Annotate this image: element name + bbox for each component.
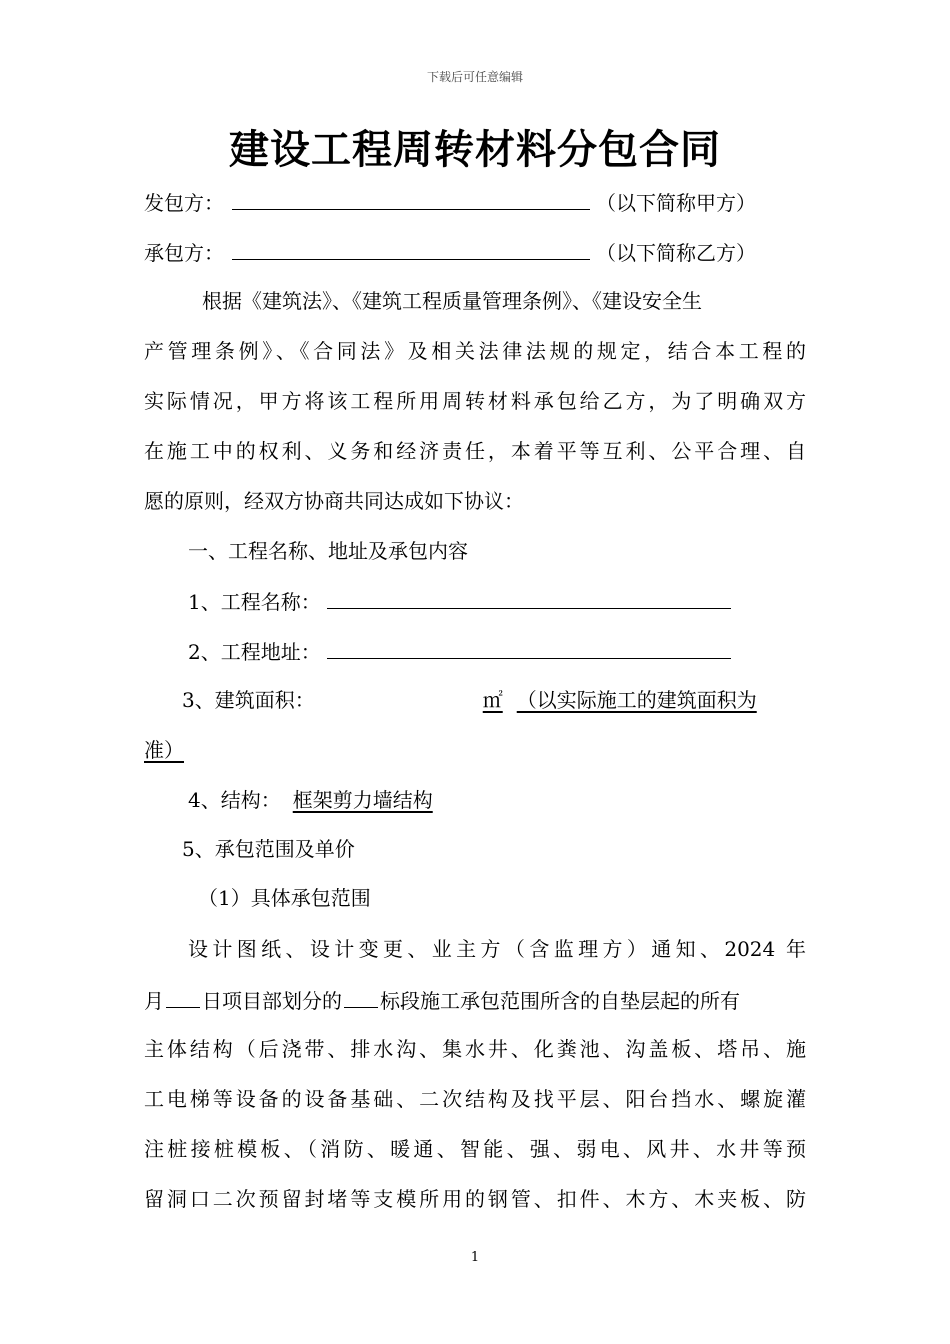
scope-line: [144, 985, 740, 1015]
structure-label: 4、结构：: [188, 788, 281, 812]
scope-line: 主体结构（后浇带、排水沟、集水井、化粪池、沟盖板、塔吊、施: [144, 1037, 806, 1061]
party-b-label: 承包方：: [144, 241, 224, 265]
building-area-note-cont: [144, 736, 196, 764]
day-blank: [166, 985, 200, 1008]
area-note: （以实际施工的建筑面积为: [516, 688, 757, 712]
party-a-label: 发包方：: [144, 191, 224, 215]
project-name-blank: [327, 586, 731, 609]
project-address-line: [188, 636, 731, 666]
project-name-line: [188, 586, 731, 616]
section-blank: [344, 985, 378, 1008]
structure-value-underline: [281, 788, 623, 812]
header-note: 下载后可任意编辑: [426, 70, 523, 84]
building-area-underlined: [315, 688, 757, 712]
party-b-line: [144, 237, 756, 267]
project-address-blank: [327, 636, 731, 659]
intro-line: 实际情况，甲方将该工程所用周转材料承包给乙方，为了明确双方: [144, 389, 806, 413]
scope-line: 设计图纸、设计变更、业主方（含监理方）通知、2024 年: [188, 937, 806, 961]
project-name-label: 1、工程名称：: [188, 590, 321, 614]
party-a-blank: [232, 187, 590, 210]
scope-text: 标段施工承包范围所含的自垫层起的所有: [380, 989, 740, 1013]
party-a-note: （以下简称甲方）: [596, 191, 756, 215]
structure-value: 框架剪力墙结构: [292, 788, 433, 812]
scope-text: 月: [144, 989, 164, 1013]
section-heading: 一、工程名称、地址及承包内容: [188, 539, 468, 563]
document-title: 建设工程周转材料分包合同: [229, 126, 721, 173]
scope-heading: 5、承包范围及单价: [182, 837, 355, 861]
building-area-line: [182, 686, 757, 714]
intro-line: 根据《建筑法》、《建筑工程质量管理条例》、《建设安全生: [202, 289, 702, 313]
scope-text: 日项目部划分的: [202, 989, 342, 1013]
intro-line: 愿的原则，经双方协商共同达成如下协议：: [144, 489, 524, 513]
project-address-label: 2、工程地址：: [188, 640, 321, 664]
building-area-label: 3、建筑面积：: [182, 688, 315, 712]
party-b-note: （以下简称乙方）: [596, 241, 756, 265]
party-b-blank: [232, 237, 590, 260]
party-a-line: [144, 187, 756, 217]
intro-line: 产管理条例》、《合同法》及相关法律法规的规定，结合本工程的: [144, 339, 806, 363]
area-note-cont: 准）: [144, 738, 184, 762]
scope-line: 工电梯等设备的设备基础、二次结构及找平层、阳台挡水、螺旋灌: [144, 1087, 806, 1111]
page-number: 1: [470, 1250, 480, 1265]
area-unit: ㎡: [482, 688, 503, 712]
scope-line: 注桩接桩模板、（消防、暖通、智能、强、弱电、风井、水井等预: [144, 1137, 806, 1161]
intro-line: 在施工中的权利、义务和经济责任，本着平等互利、公平合理、自: [144, 439, 806, 463]
scope-subheading: （1）具体承包范围: [198, 886, 371, 910]
structure-line: [188, 786, 623, 814]
scope-line: 留洞口二次预留封堵等支模所用的钢管、扣件、木方、木夹板、防: [144, 1187, 806, 1211]
